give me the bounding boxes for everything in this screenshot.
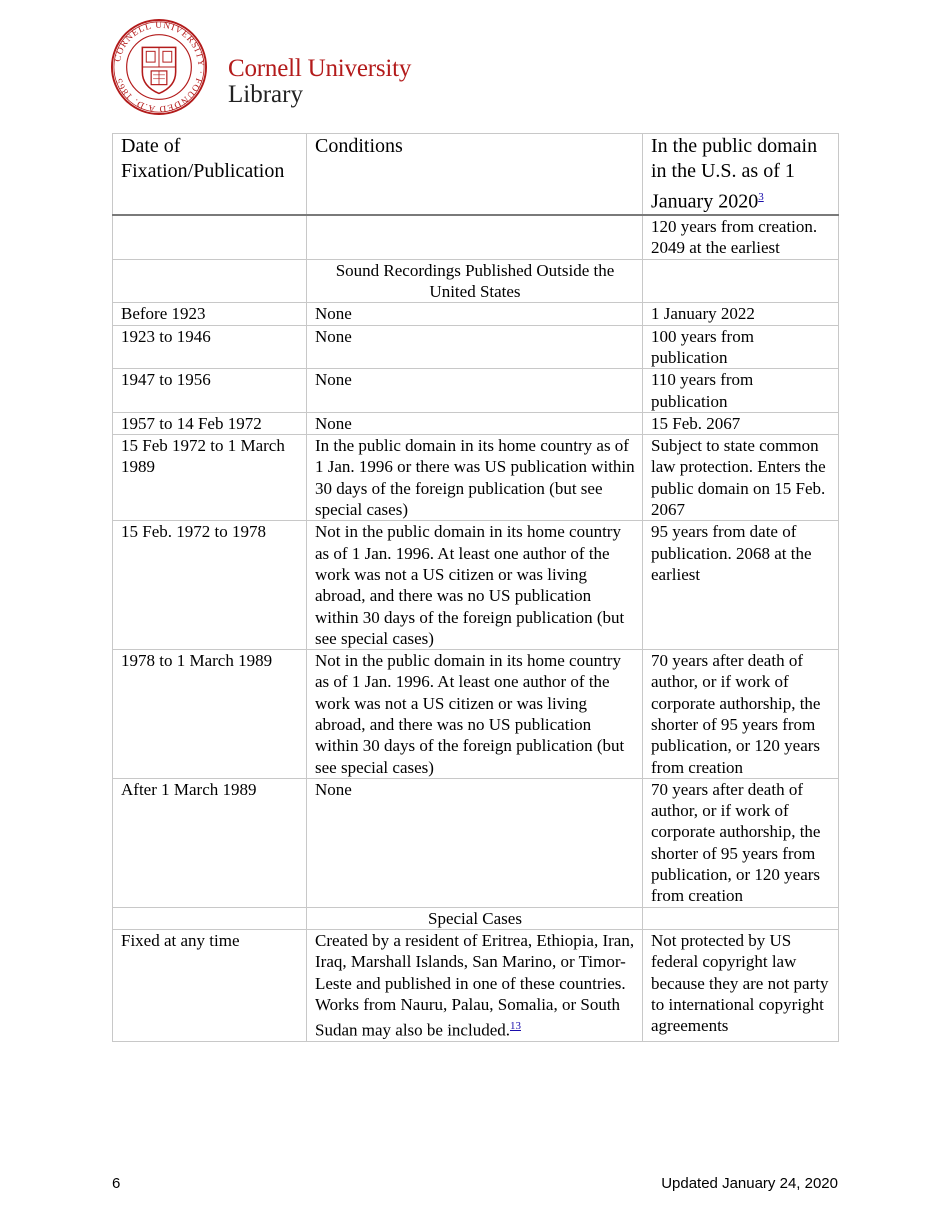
footnote-link[interactable]: 13	[510, 1020, 521, 1033]
cell-public-domain: 70 years after death of author, or if work of corporate authorship, the shorter of 95 years from publication, or 120 years from creation	[643, 778, 839, 907]
cell-date: 1947 to 1956	[113, 369, 307, 413]
cell-date: 15 Feb. 1972 to 1978	[113, 521, 307, 650]
cell-public-domain: 70 years after death of author, or if work of corporate authorship, the shorter of 95 years from publication, or 120 years from creation	[643, 650, 839, 779]
cell-date	[113, 215, 307, 259]
cell-date: Fixed at any time	[113, 929, 307, 1041]
cell-date: 1957 to 14 Feb 1972	[113, 412, 307, 434]
footnote-link[interactable]: 3	[758, 191, 764, 203]
table-row	[113, 303, 839, 325]
table-row	[113, 521, 839, 650]
header-date: Date of Fixation/Publication	[113, 134, 307, 216]
svg-text:CORNELL UNIVERSITY · FOUNDED A: CORNELL UNIVERSITY · FOUNDED A.D. 1865	[113, 20, 206, 114]
cell-date: 1923 to 1946	[113, 325, 307, 369]
updated-date: Updated January 24, 2020	[661, 1175, 838, 1192]
cell-date: 15 Feb 1972 to 1 March 1989	[113, 435, 307, 521]
public-domain-table	[112, 133, 839, 1042]
cell-date: Before 1923	[113, 303, 307, 325]
cell-conditions: In the public domain in its home country as of 1 Jan. 1996 or there was US publication within 30 days of the foreign publication (but see special cases)	[307, 435, 643, 521]
cell-public-domain: 100 years from publication	[643, 325, 839, 369]
section-heading: Sound Recordings Published Outside the United States	[307, 259, 643, 303]
header-conditions: Conditions	[307, 134, 643, 216]
cell-conditions: None	[307, 369, 643, 413]
cell-date	[113, 907, 307, 929]
cell-public-domain: 15 Feb. 2067	[643, 412, 839, 434]
cell-conditions: None	[307, 303, 643, 325]
cell-public-domain: 120 years from creation. 2049 at the earliest	[643, 215, 839, 259]
cell-conditions: None	[307, 778, 643, 907]
wordmark-line1: Cornell University	[228, 55, 412, 82]
cell-public-domain	[643, 907, 839, 929]
cell-conditions: Created by a resident of Eritrea, Ethiopia, Iran, Iraq, Marshall Islands, San Marino, or Timor-Leste and published in one of these countries. Works from Nauru, Palau, Somalia, or South Sudan may also be included.$^{13}$	[307, 929, 643, 1041]
table-header-row	[113, 134, 839, 216]
cell-date: After 1 March 1989	[113, 778, 307, 907]
library-wordmark	[228, 56, 411, 107]
header-public-domain: In the public domain in the U.S. as of 1 January 2020$^3$	[643, 134, 839, 216]
cell-date	[113, 259, 307, 303]
cell-public-domain: 1 January 2022	[643, 303, 839, 325]
cell-conditions	[307, 215, 643, 259]
table-row	[113, 778, 839, 907]
cell-public-domain: 95 years from date of publication. 2068 at the earliest	[643, 521, 839, 650]
table-section-row	[113, 259, 839, 303]
cell-conditions: None	[307, 412, 643, 434]
table-row	[113, 215, 839, 259]
table-row	[113, 929, 839, 1041]
cell-conditions: None	[307, 325, 643, 369]
cell-conditions: Not in the public domain in its home country as of 1 Jan. 1996. At least one author of the work was not a US citizen or was living abroad, and there was no US publication within 30 days of the foreign publication (but see special cases)	[307, 521, 643, 650]
table-row	[113, 369, 839, 413]
cell-conditions: Not in the public domain in its home country as of 1 Jan. 1996. At least one author of the work was not a US citizen or was living abroad, and there was no US publication within 30 days of the foreign publication (but see special cases)	[307, 650, 643, 779]
section-heading: Special Cases	[307, 907, 643, 929]
cornell-seal-logo	[110, 18, 208, 116]
wordmark-line2: Library	[228, 81, 303, 108]
cell-public-domain	[643, 259, 839, 303]
table-row	[113, 412, 839, 434]
page-number: 6	[112, 1175, 121, 1192]
cell-public-domain: 110 years from publication	[643, 369, 839, 413]
cell-public-domain: Not protected by US federal copyright law because they are not party to international copyright agreements	[643, 929, 839, 1041]
table-row	[113, 435, 839, 521]
table-row	[113, 325, 839, 369]
table-section-row	[113, 907, 839, 929]
table-row	[113, 650, 839, 779]
cell-public-domain: Subject to state common law protection. Enters the public domain on 15 Feb. 2067	[643, 435, 839, 521]
cell-date: 1978 to 1 March 1989	[113, 650, 307, 779]
